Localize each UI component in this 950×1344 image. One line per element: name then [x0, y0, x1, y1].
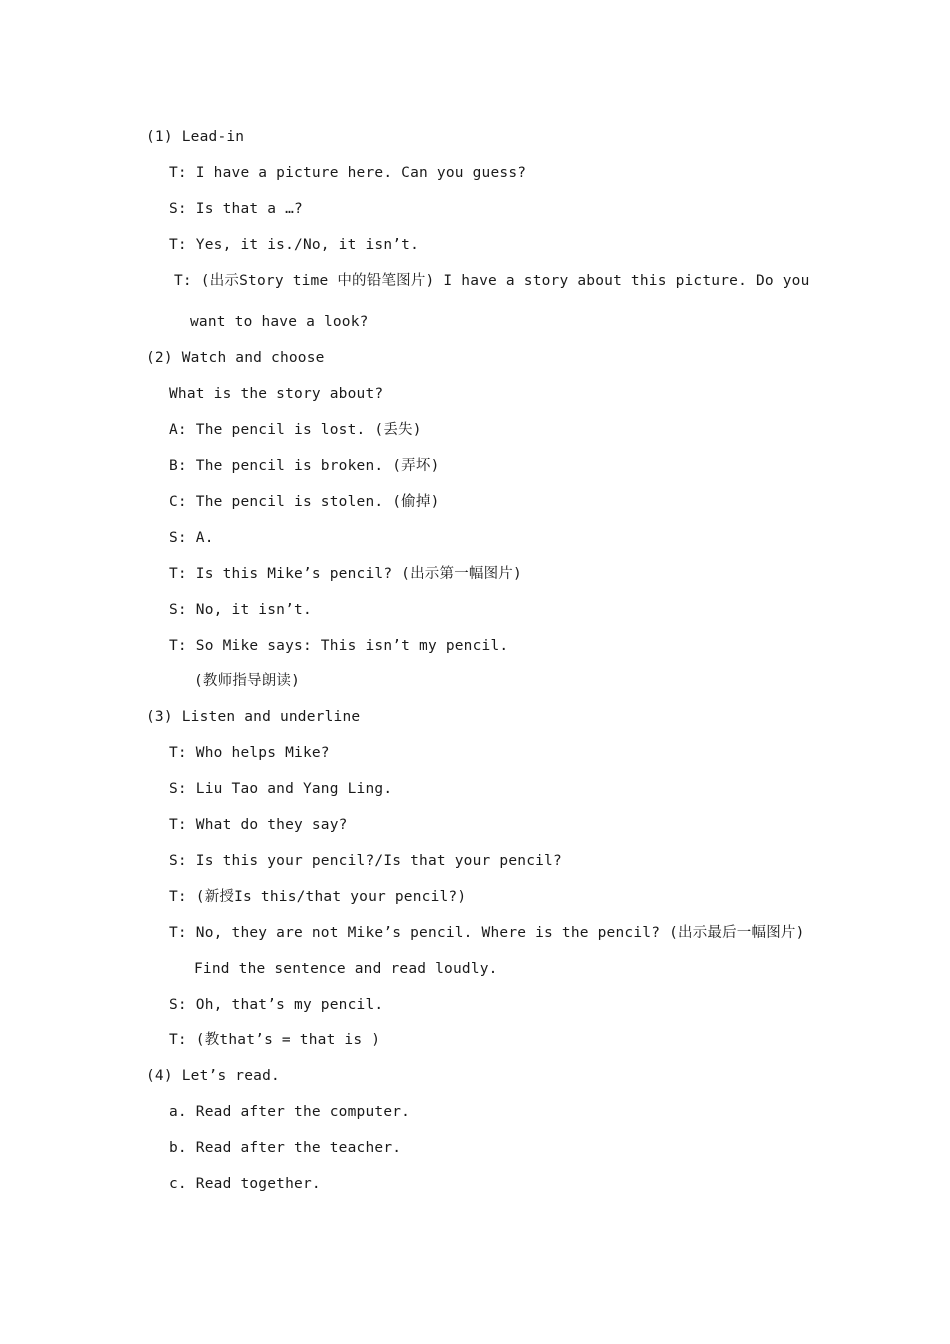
dialogue-line: T: Yes, it is./No, it isn’t.	[169, 237, 420, 253]
dialogue-line: S: Is that a …?	[169, 201, 303, 217]
dialogue-line: T: (新授Is this/that your pencil?)	[169, 889, 467, 905]
dialogue-line: S: A.	[169, 530, 214, 546]
dialogue-line: S: No, it isn’t.	[169, 602, 312, 618]
dialogue-line: T: Who helps Mike?	[169, 745, 330, 761]
dialogue-line: S: Is this your pencil?/Is that your pencil?	[169, 853, 562, 869]
section-heading-lead-in: (1) Lead-in	[146, 129, 245, 145]
dialogue-line: T: Is this Mike’s pencil? (出示第一幅图片)	[169, 566, 522, 582]
choice-a: A: The pencil is lost. (丢失)	[169, 422, 422, 438]
dialogue-line: T: No, they are not Mike’s pencil. Where is the pencil? (出示最后一幅图片)	[169, 925, 805, 941]
choice-b: B: The pencil is broken. (弄坏)	[169, 458, 440, 474]
teacher-note: (教师指导朗读)	[194, 673, 301, 689]
dialogue-line: T: (出示Story time 中的铅笔图片) I have a story about this picture. Do you	[174, 273, 810, 289]
section-heading-listen-and-underline: (3) Listen and underline	[146, 709, 361, 725]
section-heading-lets-read: (4) Let’s read.	[146, 1068, 280, 1084]
list-item: c. Read together.	[169, 1176, 321, 1192]
dialogue-line: S: Liu Tao and Yang Ling.	[169, 781, 393, 797]
choice-c: C: The pencil is stolen. (偷掉)	[169, 494, 440, 510]
list-item: a. Read after the computer.	[169, 1104, 411, 1120]
dialogue-line-continuation: Find the sentence and read loudly.	[194, 961, 498, 977]
list-item: b. Read after the teacher.	[169, 1140, 402, 1156]
dialogue-line: T: So Mike says: This isn’t my pencil.	[169, 638, 509, 654]
dialogue-line: T: (教that’s = that is )	[169, 1032, 381, 1048]
dialogue-line: S: Oh, that’s my pencil.	[169, 997, 384, 1013]
dialogue-line-continuation: want to have a look?	[190, 314, 369, 330]
dialogue-line: T: I have a picture here. Can you guess?	[169, 165, 527, 181]
question-line: What is the story about?	[169, 386, 384, 402]
section-heading-watch-and-choose: (2) Watch and choose	[146, 350, 325, 366]
dialogue-line: T: What do they say?	[169, 817, 348, 833]
